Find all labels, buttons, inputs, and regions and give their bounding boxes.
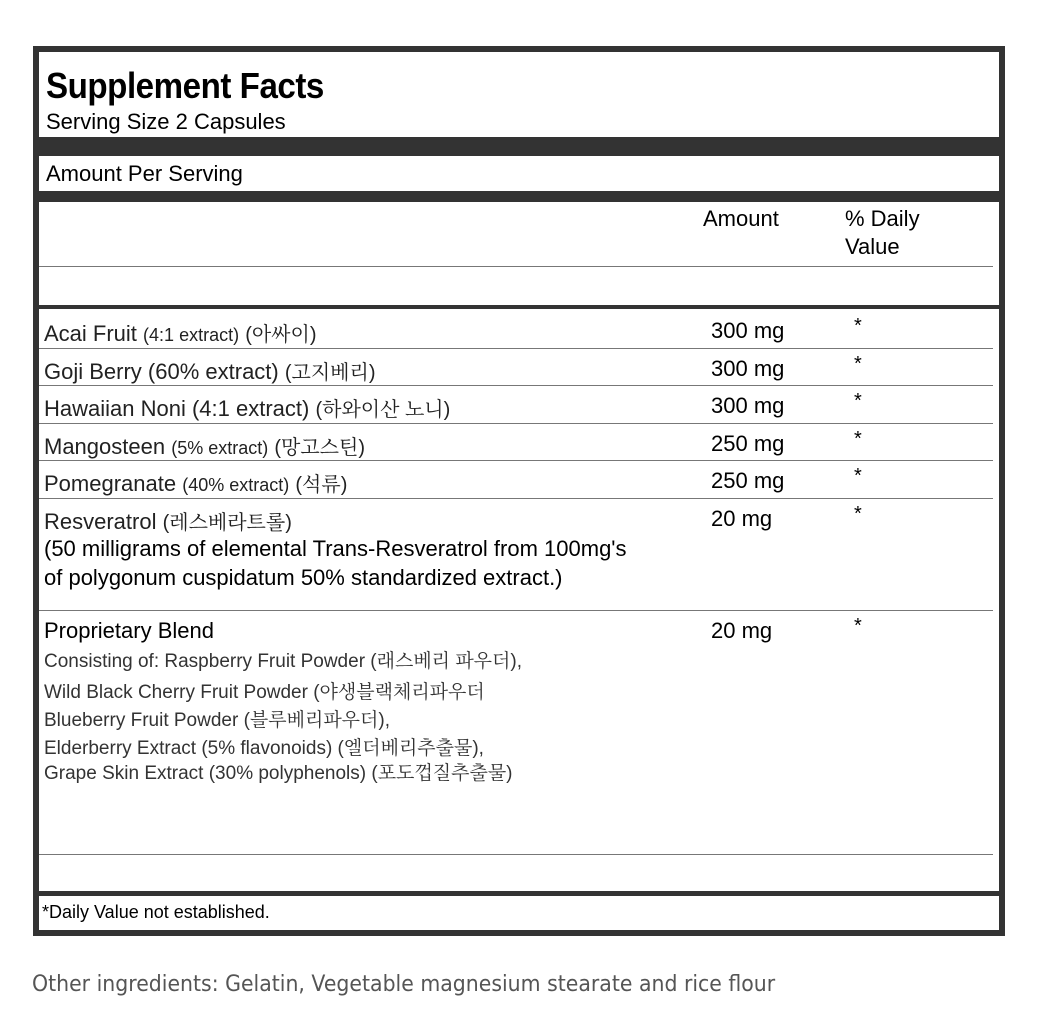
blend-ingredient: Blueberry Fruit Powder (블루베리파우더),: [44, 710, 390, 731]
resveratrol-note: (50 milligrams of elemental Trans-Resveratrol from 100mg's of polygonum cuspidatum 50% standardized extract.): [44, 536, 627, 590]
blend-ingredient: Grape Skin Extract (30% polyphenols) (포도껍질추출물): [44, 763, 513, 784]
divider: [39, 610, 993, 611]
divider: [39, 266, 993, 267]
ingredient-amount: 20 mg: [711, 506, 773, 531]
blend-ingredient: Consisting of: Raspberry Fruit Powder (래스베리 파우더),: [44, 651, 522, 672]
daily-value-mark: *: [854, 315, 862, 337]
other-ingredients: Other ingredients: Gelatin, Vegetable magnesium stearate and rice flour: [32, 972, 776, 997]
ingredient-amount: 250 mg: [711, 468, 785, 493]
daily-value-mark: *: [854, 353, 862, 375]
label-header: [39, 52, 999, 137]
thick-divider: [39, 891, 999, 896]
daily-value-mark: *: [854, 465, 862, 487]
ingredient-amount: 300 mg: [711, 393, 785, 418]
ingredient-name: Resveratrol (레스베라트롤): [44, 509, 292, 534]
divider: [39, 498, 993, 499]
ingredient-amount: 300 mg: [711, 318, 785, 343]
daily-value-mark: *: [854, 615, 862, 637]
daily-value-mark: *: [854, 390, 862, 412]
blend-amount: 20 mg: [711, 618, 773, 643]
divider: [39, 348, 993, 349]
serving-size: Serving Size 2 Capsules: [46, 109, 286, 134]
blend-ingredient: Elderberry Extract (5% flavonoids) (엘더베리추출물),: [44, 738, 484, 759]
ingredient-name: Pomegranate (40% extract) (석류): [44, 471, 348, 496]
amount-per-serving-section: [39, 156, 999, 191]
divider: [39, 854, 993, 855]
thick-divider: [39, 305, 999, 309]
supplement-facts-label: [33, 46, 1005, 936]
divider: [39, 423, 993, 424]
facts-table: [39, 202, 999, 930]
ingredient-name: Acai Fruit (4:1 extract) (아싸이): [44, 321, 317, 346]
blend-name: Proprietary Blend: [44, 618, 214, 643]
column-header-amount: Amount: [703, 206, 779, 231]
daily-value-mark: *: [854, 428, 862, 450]
label-title: Supplement Facts: [46, 65, 324, 106]
divider: [39, 460, 993, 461]
ingredient-amount: 300 mg: [711, 356, 785, 381]
column-header-daily-value: % Daily Value: [845, 206, 920, 259]
ingredient-name: Hawaiian Noni (4:1 extract) (하와이산 노니): [44, 396, 451, 421]
ingredient-amount: 250 mg: [711, 431, 785, 456]
ingredient-name: Goji Berry (60% extract) (고지베리): [44, 359, 376, 384]
ingredient-name: Mangosteen (5% extract) (망고스틴): [44, 434, 365, 459]
blend-ingredient: Wild Black Cherry Fruit Powder (야생블랙체리파우더: [44, 682, 485, 703]
amount-per-serving: Amount Per Serving: [46, 161, 243, 186]
divider: [39, 385, 993, 386]
daily-value-mark: *: [854, 503, 862, 525]
daily-value-footnote: *Daily Value not established.: [42, 902, 270, 922]
